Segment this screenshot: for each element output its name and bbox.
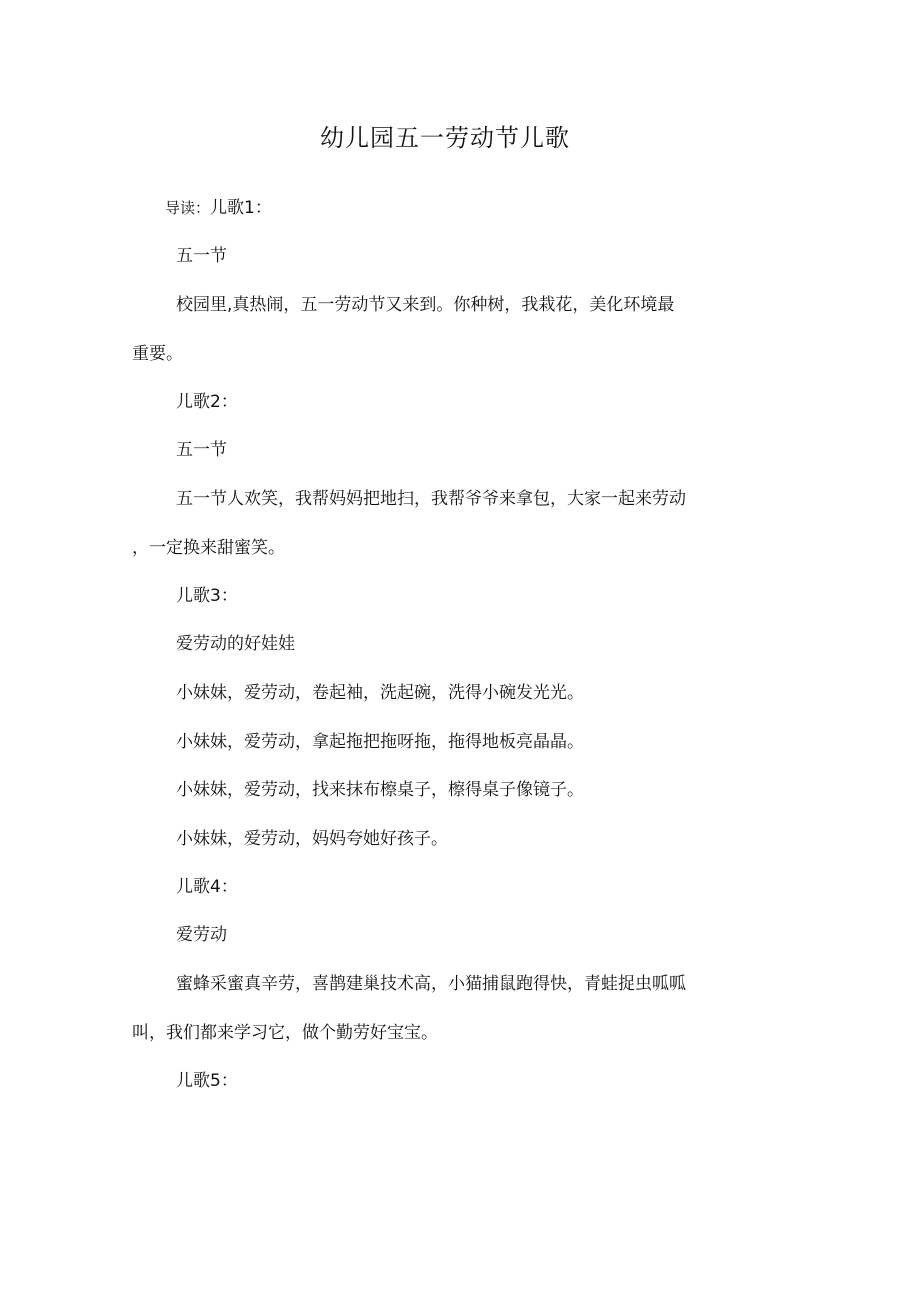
paragraph-line: 小妹妹，爱劳动，找来抹布檫桌子，檫得桌子像镜子。: [176, 780, 584, 800]
section-label: 儿歌4：: [176, 877, 238, 897]
paragraph-line: 小妹妹，爱劳动，拿起拖把拖呀拖，拖得地板亮晶晶。: [176, 732, 584, 752]
intro-label: 儿歌1：: [210, 198, 272, 218]
poem-title: 五一节: [176, 246, 227, 266]
poem-title: 爱劳动的好娃娃: [176, 634, 295, 654]
section-label: 儿歌5：: [176, 1071, 238, 1091]
page-title: 幼儿园五一劳动节儿歌: [320, 124, 570, 152]
poem-title: 五一节: [176, 440, 227, 460]
paragraph-line: ，一定换来甜蜜笑。: [132, 538, 285, 558]
section-label: 儿歌2：: [176, 392, 238, 412]
paragraph-line: 小妹妹，爱劳动，卷起袖，洗起碗，洗得小碗发光光。: [176, 683, 584, 703]
paragraph-line: 校园里,真热闹，五一劳动节又来到。你种树，我栽花，美化环境最: [176, 295, 675, 315]
paragraph-line: 小妹妹，爱劳动，妈妈夸她好孩子。: [176, 829, 448, 849]
paragraph-line: 五一节人欢笑，我帮妈妈把地扫，我帮爷爷来拿包，大家一起来劳动: [176, 489, 686, 509]
intro-line: [165, 195, 765, 221]
paragraph-line: 叫，我们都来学习它，做个勤劳好宝宝。: [132, 1023, 438, 1043]
poem-title: 爱劳动: [176, 925, 227, 945]
paragraph-line: 蜜蜂采蜜真辛劳，喜鹊建巢技术高，小猫捕鼠跑得快，青蛙捉虫呱呱: [176, 974, 686, 994]
intro-prefix: 导读：: [165, 199, 211, 217]
section-label: 儿歌3：: [176, 586, 238, 606]
paragraph-line: 重要。: [132, 344, 183, 364]
